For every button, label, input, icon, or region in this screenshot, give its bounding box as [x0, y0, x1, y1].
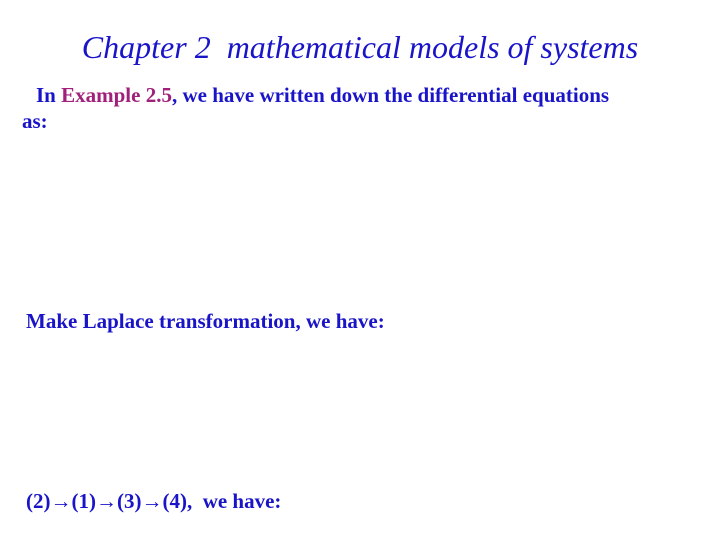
intro-line-2: as: — [22, 109, 48, 133]
intro-prefix: In — [36, 83, 62, 107]
intro-line-1 — [22, 82, 702, 108]
intro-paragraph — [22, 82, 702, 134]
slide-title: Chapter 2 mathematical models of systems — [81, 29, 639, 65]
laplace-statement: Make Laplace transformation, we have: — [26, 309, 385, 333]
intro-suffix: , we have written down the differential equations — [171, 83, 610, 107]
substitution-statement: (2)→(1)→(3)→(4), we have: — [26, 489, 282, 513]
example-reference: Example 2.5 — [61, 83, 172, 107]
